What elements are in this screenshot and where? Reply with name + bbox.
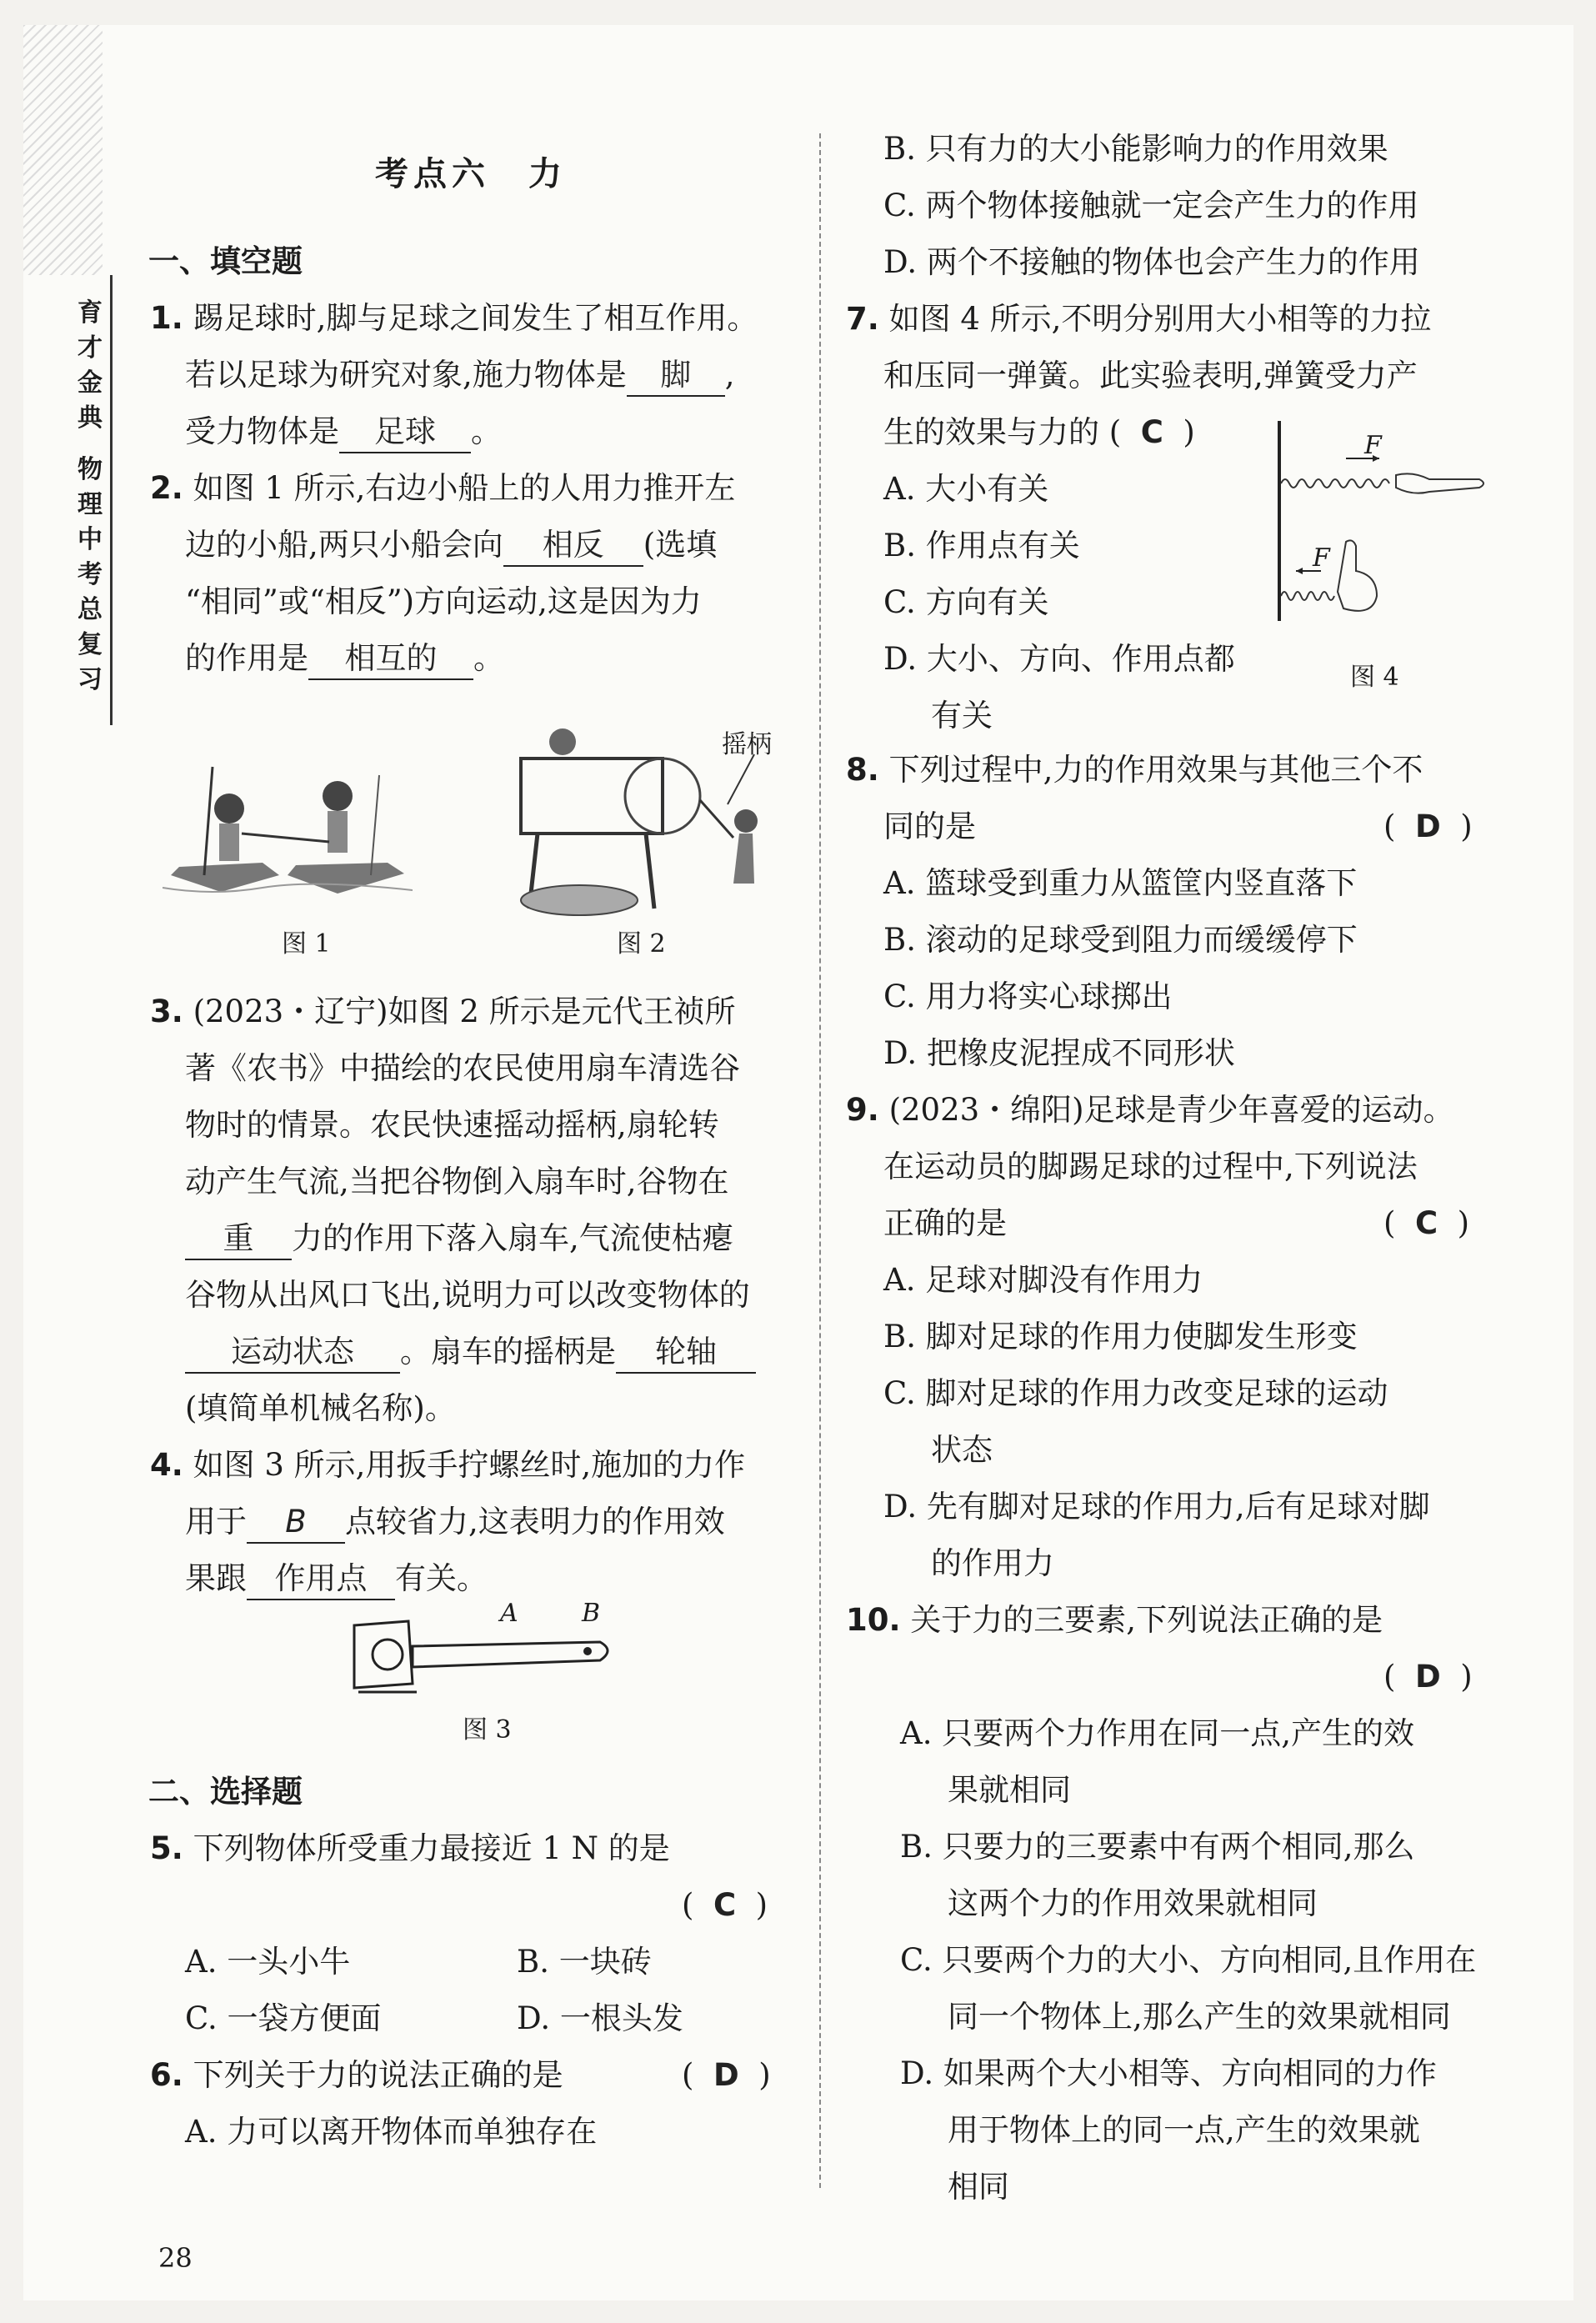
q6-answer: ( D ) [682, 2057, 771, 2093]
q6-option-b: B. 只有力的大小能影响力的作用效果 [883, 131, 1388, 167]
q9-line3: 正确的是 [883, 1205, 1007, 1241]
q2-answer-1: 相反 [503, 525, 643, 567]
q5-answer: ( C ) [682, 1887, 768, 1923]
q10-text: 关于力的三要素,下列说法正确的是 [910, 1602, 1383, 1638]
q10-option-a: A. 只要两个力作用在同一点,产生的效 [900, 1715, 1415, 1751]
q9-number: 9. [846, 1092, 879, 1128]
q8-line1 [846, 750, 1423, 790]
q1-answer-1: 脚 [627, 355, 725, 397]
figure-3-label-b: B [582, 1599, 601, 1628]
q8-answer-letter: D [1414, 809, 1441, 844]
side-label-char: 育 [78, 298, 103, 328]
q7-option-d: D. 大小、方向、作用点都 [883, 641, 1235, 677]
q9-option-a: A. 足球对脚没有作用力 [883, 1262, 1203, 1298]
q3-line1 [150, 992, 736, 1032]
q9-option-b: B. 脚对足球的作用力使脚发生形变 [883, 1319, 1358, 1354]
q6-option-a: A. 力可以离开物体而单独存在 [185, 2114, 598, 2150]
q7-answer-letter: C [1140, 414, 1163, 450]
side-label-char: 中 [78, 525, 103, 554]
page-number: 28 [158, 2242, 193, 2274]
q6-option-c: C. 两个物体接触就一定会产生力的作用 [883, 188, 1419, 223]
q1-line3 [185, 412, 502, 453]
q3-answer-1: 重 [185, 1219, 292, 1260]
q10-option-d: D. 如果两个大小相等、方向相同的力作 [900, 2055, 1437, 2091]
q3-answer-3: 轮轴 [616, 1332, 756, 1374]
side-label-char: 物 [78, 455, 103, 484]
side-label-char: 习 [78, 665, 103, 694]
q4-text: 如图 3 所示,用扳手拧螺丝时,施加的力作 [193, 1447, 746, 1483]
section-choice: 二、选择题 [148, 1774, 303, 1810]
side-label-char: 复 [78, 630, 103, 659]
q1-line1 [150, 298, 758, 338]
q4-number: 4. [150, 1447, 183, 1483]
side-label-char: 金 [78, 368, 103, 398]
q2-text2b: (选填 [643, 527, 718, 563]
q8-text: 下列过程中,力的作用效果与其他三个不 [888, 752, 1423, 788]
page-title: 考点六 力 [375, 155, 567, 193]
q1-text: 踢足球时,脚与足球之间发生了相互作用。 [193, 300, 758, 336]
q6-line1 [150, 2055, 563, 2095]
q9-option-d: D. 先有脚对足球的作用力,后有足球对脚 [883, 1489, 1430, 1524]
section-fill-in: 一、填空题 [148, 243, 303, 279]
q7-option-b: B. 作用点有关 [883, 528, 1080, 563]
figure-3-wrench [350, 1609, 617, 1700]
q5-line1 [150, 1829, 670, 1869]
q7-line2: 和压同一弹簧。此实验表明,弹簧受力产 [883, 358, 1418, 393]
q3-line5 [185, 1219, 733, 1260]
q10-option-a-cont: 果就相同 [948, 1772, 1071, 1808]
q6-answer-letter: D [713, 2057, 739, 2093]
q6-text: 下列关于力的说法正确的是 [193, 2057, 563, 2093]
q2-text4: 的作用是 [185, 640, 308, 676]
figure-2-caption: 图 2 [617, 929, 666, 959]
q7-option-c: C. 方向有关 [883, 584, 1049, 620]
q9-answer-letter: C [1414, 1205, 1438, 1241]
q5-option-b: B. 一块砖 [517, 1944, 652, 1980]
figure-4-caption: 图 4 [1350, 663, 1399, 692]
q5-option-d: D. 一根头发 [517, 2000, 683, 2036]
q9-answer: ( C ) [1383, 1205, 1470, 1241]
figure-1-caption: 图 1 [282, 929, 331, 959]
q10-option-d-cont2: 相同 [948, 2169, 1009, 2205]
q3-text: (2023・辽宁)如图 2 所示是元代王祯所 [193, 994, 736, 1029]
q5-option-a: A. 一头小牛 [185, 1944, 351, 1980]
figure-2-crank-label: 摇柄 [722, 730, 772, 759]
q2-line2 [185, 525, 717, 567]
q8-option-d: D. 把橡皮泥捏成不同形状 [883, 1035, 1235, 1071]
q4-text2: 用于 [185, 1504, 247, 1539]
figure-4-force-label-top: F [1364, 431, 1382, 460]
q2-text4b: 。 [473, 640, 504, 676]
q1-text3b: 。 [471, 413, 502, 449]
q8-option-a: A. 篮球受到重力从篮筐内竖直落下 [883, 865, 1358, 901]
q1-text3: 受力物体是 [185, 413, 339, 449]
q10-option-c: C. 只要两个力的大小、方向相同,且作用在 [900, 1942, 1477, 1978]
q8-option-c: C. 用力将实心球掷出 [883, 979, 1173, 1014]
q9-option-d-cont: 的作用力 [931, 1545, 1054, 1581]
q4-text3b: 有关。 [395, 1560, 488, 1596]
q7-text: 如图 4 所示,不明分别用大小相等的力拉 [888, 301, 1432, 337]
q10-option-c-cont: 同一个物体上,那么产生的效果就相同 [948, 1999, 1451, 2035]
q10-line1 [846, 1600, 1383, 1640]
q5-answer-letter: C [713, 1887, 737, 1923]
q1-text2: 若以足球为研究对象,施力物体是 [185, 357, 627, 393]
column-divider [819, 133, 821, 2188]
q4-answer-2: 作用点 [247, 1559, 395, 1600]
q2-number: 2. [150, 470, 183, 506]
q10-option-b: B. 只要力的三要素中有两个相同,那么 [900, 1829, 1415, 1865]
q10-option-d-cont: 用于物体上的同一点,产生的效果就 [948, 2112, 1420, 2148]
q1-text2b: , [724, 357, 735, 393]
q2-line3: “相同”或“相反”)方向运动,这是因为力 [185, 583, 702, 619]
q7-text3: 生的效果与力的 [883, 414, 1099, 450]
corner-hatch [23, 25, 103, 275]
q7-option-d-cont: 有关 [931, 698, 993, 733]
q3-answer-2: 运动状态 [185, 1332, 400, 1374]
q7-line1 [846, 299, 1431, 339]
q10-answer-letter: D [1414, 1659, 1441, 1695]
q2-line4 [185, 638, 504, 680]
q3-line6: 谷物从出风口飞出,说明力可以改变物体的 [185, 1277, 750, 1313]
q9-line2: 在运动员的脚踢足球的过程中,下列说法 [883, 1149, 1418, 1184]
q2-text2: 边的小船,两只小船会向 [185, 527, 503, 563]
q6-option-d: D. 两个不接触的物体也会产生力的作用 [883, 244, 1420, 280]
q9-line1 [846, 1090, 1454, 1130]
q7-line3: 生的效果与力的 ( C ) [883, 414, 1195, 450]
q1-line2 [185, 355, 735, 397]
figure-4-force-label-bottom: F [1313, 543, 1330, 573]
q2-answer-2: 相互的 [308, 638, 473, 680]
q3-text5: 力的作用下落入扇车,气流使枯瘪 [292, 1220, 733, 1256]
q9-option-c: C. 脚对足球的作用力改变足球的运动 [883, 1375, 1388, 1411]
q8-number: 8. [846, 752, 879, 788]
figure-3-label-a: A [500, 1599, 518, 1628]
q10-number: 10. [846, 1602, 901, 1638]
q8-line2: 同的是 [883, 809, 976, 844]
q3-text7: 。扇车的摇柄是 [400, 1334, 616, 1369]
q4-answer-1: B [247, 1502, 345, 1544]
q8-answer: ( D ) [1383, 809, 1473, 844]
q7-number: 7. [846, 301, 879, 337]
q2-line1 [150, 468, 735, 508]
q5-text: 下列物体所受重力最接近 1 N 的是 [193, 1830, 670, 1866]
q4-line1 [150, 1445, 745, 1485]
q3-line3: 物时的情景。农民快速摇动摇柄,扇轮转 [185, 1107, 719, 1143]
figure-3-caption: 图 3 [463, 1715, 512, 1745]
q5-number: 5. [150, 1830, 183, 1866]
side-label-char: 理 [78, 490, 103, 519]
q3-line7 [185, 1332, 756, 1374]
side-label-char: 典 [78, 403, 103, 433]
side-label-char: 考 [78, 560, 103, 589]
figure-1-boats [163, 750, 413, 917]
q5-option-c: C. 一袋方便面 [185, 2000, 382, 2036]
q4-line3 [185, 1559, 488, 1600]
q6-number: 6. [150, 2057, 183, 2093]
q1-number: 1. [150, 300, 183, 336]
q4-text3: 果跟 [185, 1560, 247, 1596]
q3-line2: 著《农书》中描绘的农民使用扇车清选谷 [185, 1050, 740, 1086]
q3-line4: 动产生气流,当把谷物倒入扇车时,谷物在 [185, 1164, 729, 1199]
q9-option-c-cont: 状态 [931, 1432, 993, 1468]
q4-line2 [185, 1502, 725, 1544]
side-label-char: 总 [78, 595, 103, 624]
q2-text: 如图 1 所示,右边小船上的人用力推开左 [193, 470, 736, 506]
side-rule [110, 275, 113, 725]
side-label [73, 296, 107, 698]
q7-option-a: A. 大小有关 [883, 471, 1049, 507]
q10-answer: ( D ) [1383, 1659, 1473, 1695]
q10-option-b-cont: 这两个力的作用效果就相同 [948, 1885, 1318, 1921]
q4-text2b: 点较省力,这表明力的作用效 [345, 1504, 725, 1539]
q1-answer-2: 足球 [339, 412, 471, 453]
q9-text: (2023・绵阳)足球是青少年喜爱的运动。 [888, 1092, 1454, 1128]
side-label-char: 才 [78, 333, 103, 363]
q8-option-b: B. 滚动的足球受到阻力而缓缓停下 [883, 922, 1358, 958]
q3-line8: (填简单机械名称)。 [185, 1390, 456, 1426]
q3-number: 3. [150, 994, 183, 1029]
